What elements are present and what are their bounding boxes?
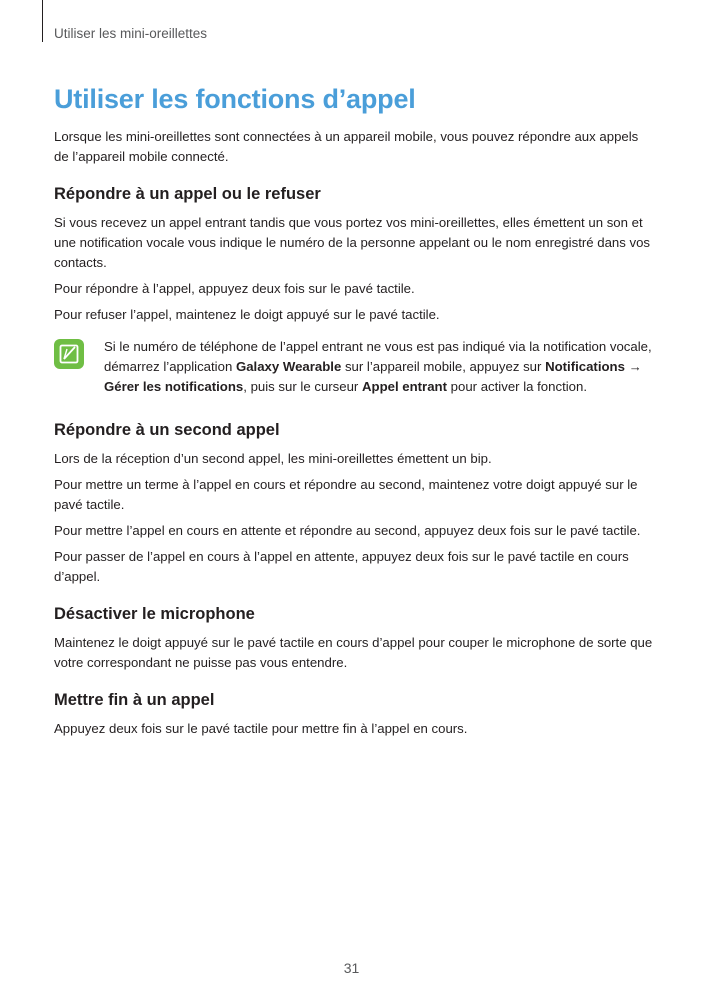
paragraph: Appuyez deux fois sur le pavé tactile pour mettre fin à l’appel en cours. xyxy=(54,721,468,736)
note-bold-menu: Notifications xyxy=(545,359,625,374)
page-content xyxy=(54,84,654,745)
page-title: Utiliser les fonctions d’appel xyxy=(54,84,416,114)
section-heading-answer-reject: Répondre à un appel ou le refuser xyxy=(54,185,321,203)
paragraph: Pour refuser l’appel, maintenez le doigt appuyé sur le pavé tactile. xyxy=(54,307,440,322)
note-text-part: sur l’appareil mobile, appuyez sur xyxy=(341,359,546,374)
note-text xyxy=(104,337,654,397)
paragraph: Pour mettre l’appel en cours en attente et répondre au second, appuyez deux fois sur le pavé tactile. xyxy=(54,523,641,538)
intro-paragraph: Lorsque les mini-oreillettes sont connectées à un appareil mobile, vous pouvez répondre aux appels de l’appareil mobile connecté. xyxy=(54,129,639,164)
section-heading-end-call: Mettre fin à un appel xyxy=(54,691,215,709)
running-header: Utiliser les mini-oreillettes xyxy=(54,26,208,41)
note-bold-menu: Gérer les notifications xyxy=(104,379,244,394)
header-rule xyxy=(42,0,43,42)
note-bold-app-name: Galaxy Wearable xyxy=(235,359,342,374)
note-text-part: pour activer la fonction. xyxy=(446,379,587,394)
paragraph: Pour mettre un terme à l’appel en cours et répondre au second, maintenez votre doigt appuyé sur le pavé tactile. xyxy=(54,477,638,512)
section-heading-mute-mic: Désactiver le microphone xyxy=(54,605,255,623)
note-text-part: , puis sur le curseur xyxy=(243,379,362,394)
note-text-part: Si le numéro de téléphone de l’appel entrant ne vous est pas indiqué via la notification vocale, démarrez l’application xyxy=(104,339,652,374)
note-box xyxy=(54,337,654,397)
page-number: 31 xyxy=(343,960,360,976)
paragraph: Lors de la réception d’un second appel, les mini-oreillettes émettent un bip. xyxy=(54,451,492,466)
paragraph: Si vous recevez un appel entrant tandis que vous portez vos mini-oreillettes, elles émettent un son et une notification vocale vous indique le numéro de la personne appelant ou le nom enregistré dans vos contacts. xyxy=(54,215,651,270)
note-pencil-icon xyxy=(54,339,84,369)
paragraph: Pour répondre à l’appel, appuyez deux fois sur le pavé tactile. xyxy=(54,281,415,296)
section-heading-second-call: Répondre à un second appel xyxy=(54,421,280,439)
note-bold-option: Appel entrant xyxy=(361,379,447,394)
paragraph: Pour passer de l’appel en cours à l’appel en attente, appuyez deux fois sur le pavé tactile en cours d’appel. xyxy=(54,549,629,584)
paragraph: Maintenez le doigt appuyé sur le pavé tactile en cours d’appel pour couper le microphone de sorte que votre correspondant ne puisse pas vous entendre. xyxy=(54,635,653,670)
arrow-icon: → xyxy=(624,359,642,374)
